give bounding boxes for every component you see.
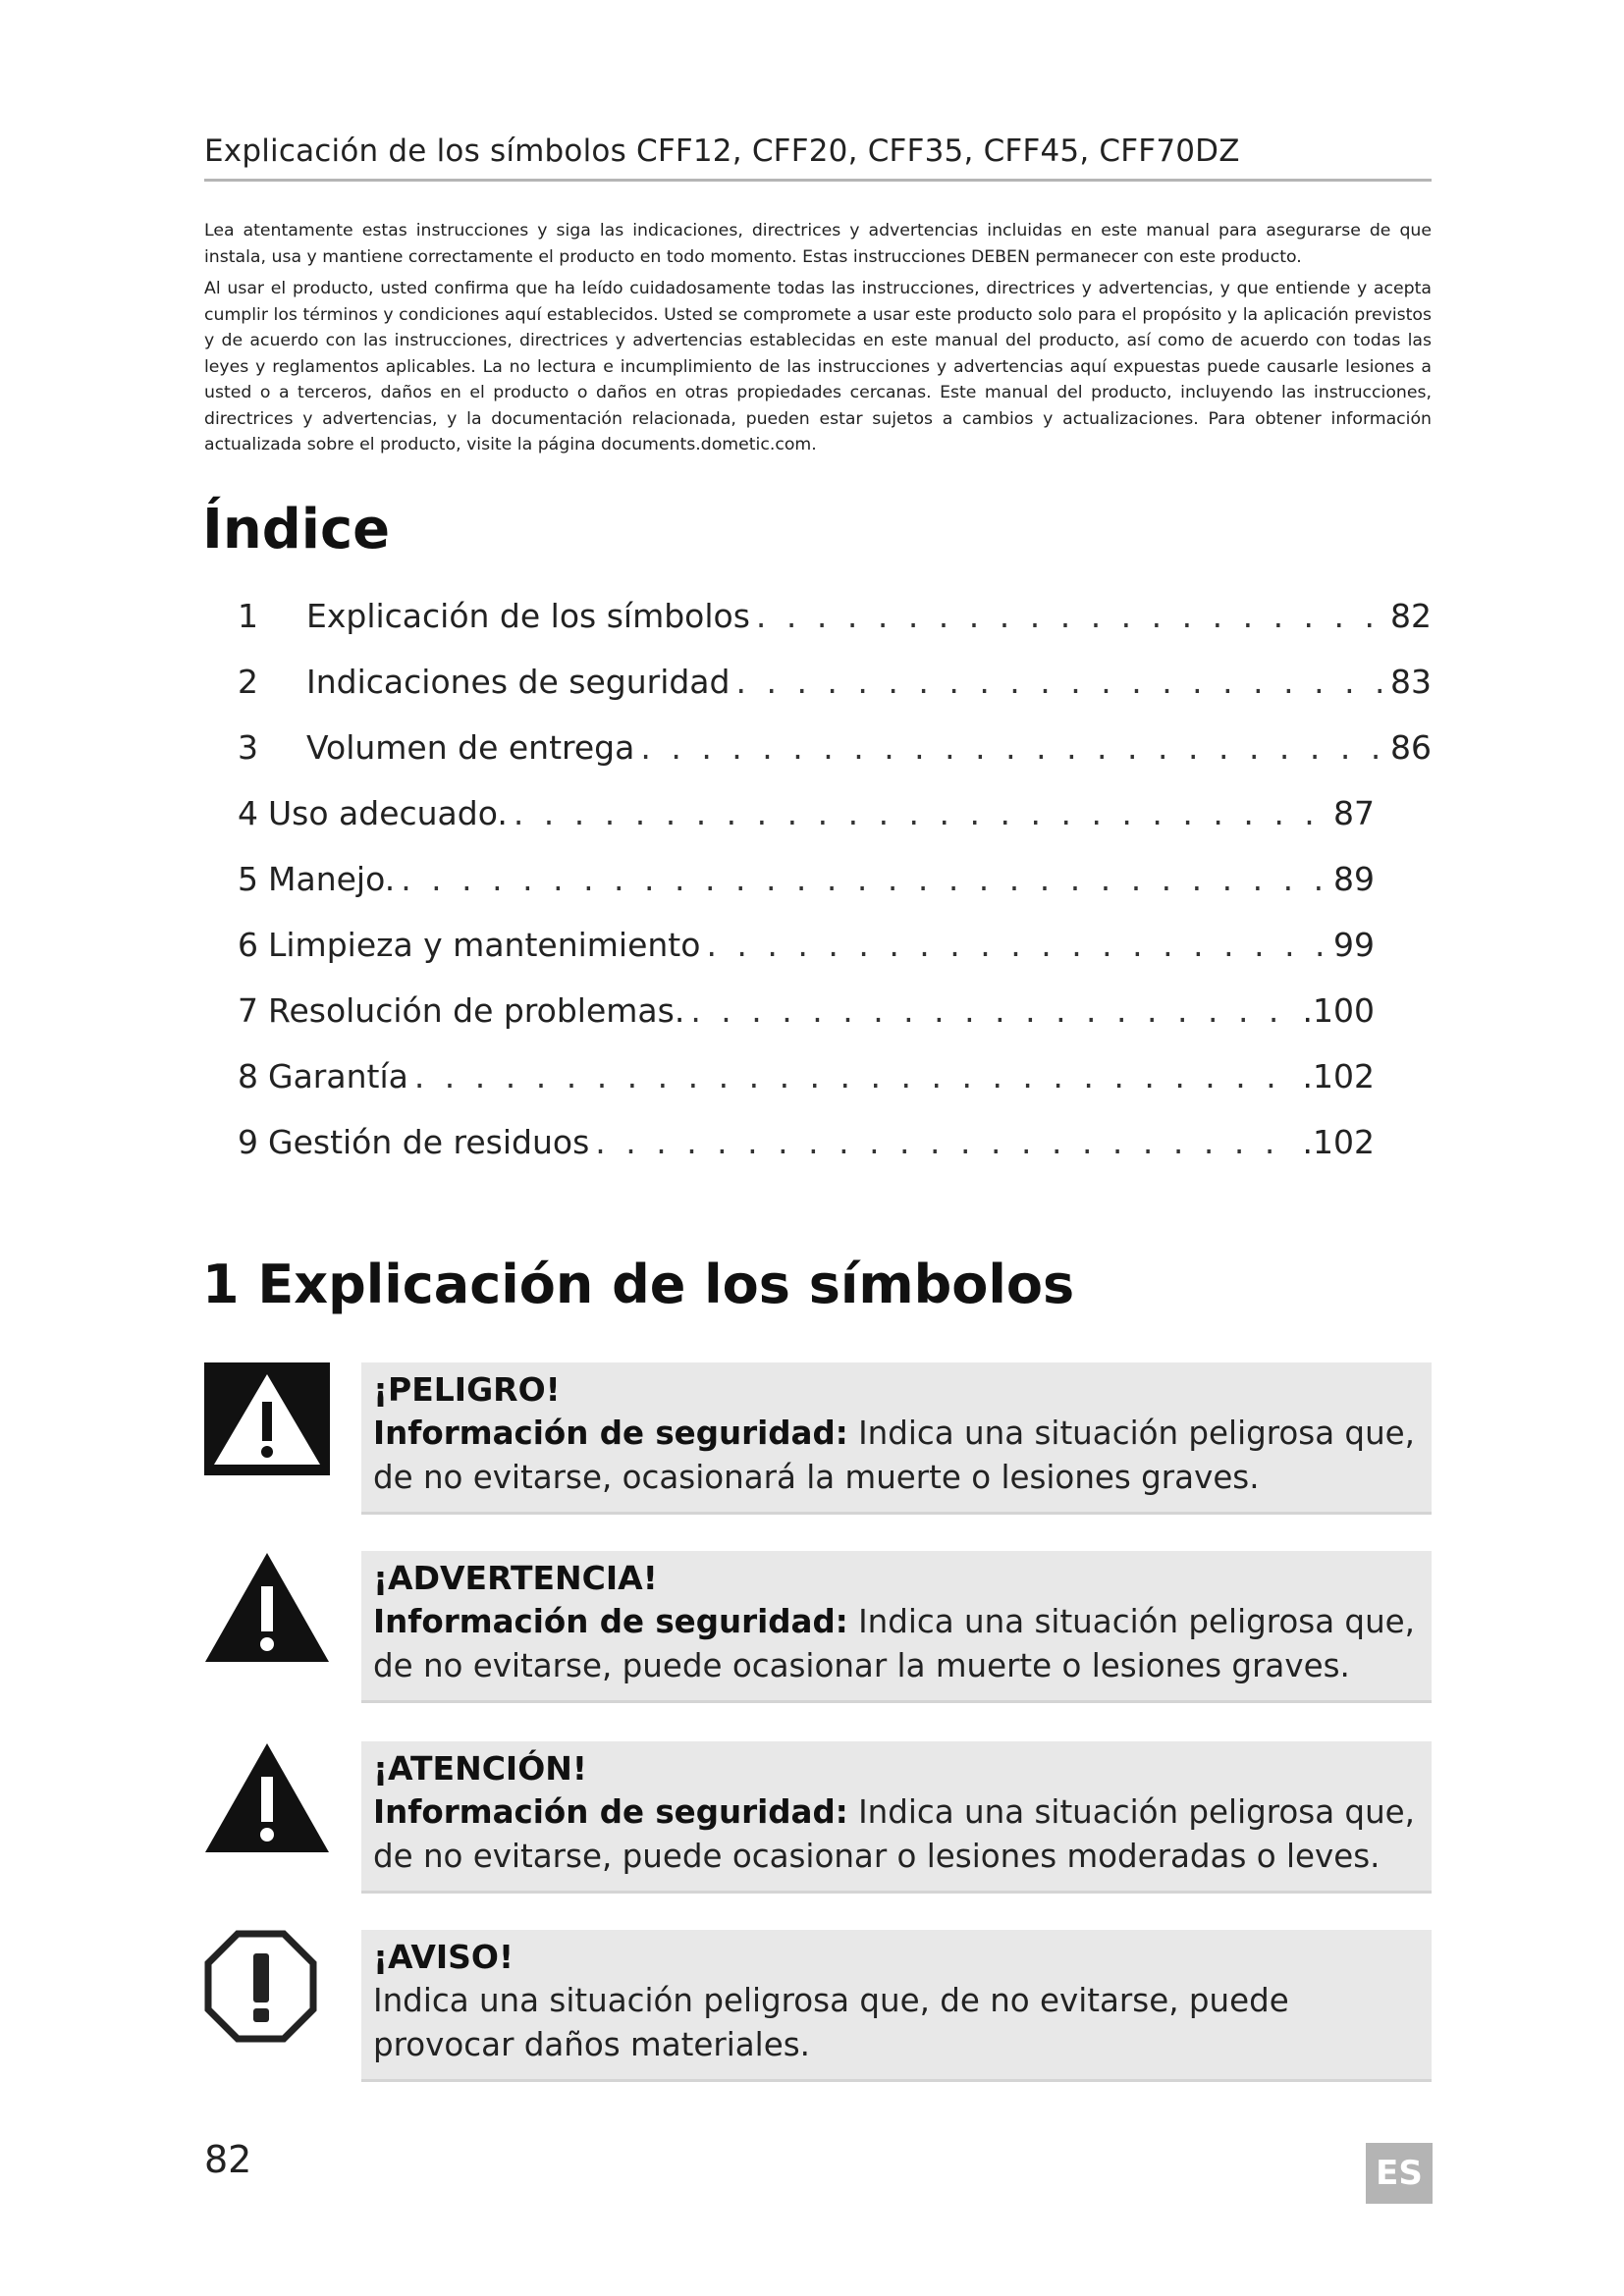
- toc-leader-dots: [640, 728, 1384, 767]
- toc-entry-number: 6: [238, 926, 258, 964]
- running-header: Explicación de los símbolos CFF12, CFF20, CFF35, CFF45, CFF70DZ: [204, 133, 1432, 182]
- intro-paragraph: Lea atentamente estas instrucciones y siga las indicaciones, directrices y advertencias incluidas en este manual para asegurarse de que instala, usa y mantiene correctamente el producto en todo momento. Estas instrucciones DEBEN permanecer con este producto.: [204, 221, 1432, 267]
- notice-lead: Información de seguridad:: [373, 1415, 848, 1452]
- toc-entry-label: Resolución de problemas.: [268, 991, 685, 1030]
- toc-entry[interactable]: [238, 663, 1432, 712]
- toc-entry[interactable]: [238, 926, 1375, 975]
- notice-warning: [204, 1551, 1432, 1703]
- notice-title: ¡PELIGRO!: [373, 1370, 561, 1409]
- notice-box: [361, 1362, 1432, 1515]
- toc-leader-dots: [595, 1123, 1296, 1161]
- notice-lead: Información de seguridad:: [373, 1603, 848, 1640]
- toc-entry[interactable]: [238, 597, 1432, 646]
- toc-leader-dots: [756, 597, 1384, 635]
- notice-box: [361, 1741, 1432, 1894]
- toc-entry-number: 3: [238, 728, 258, 767]
- toc-entry-label: Garantía: [268, 1057, 408, 1095]
- notice-notice: [204, 1930, 1432, 2082]
- danger-warning-square-icon: [204, 1362, 330, 1475]
- toc-entry[interactable]: [238, 860, 1375, 909]
- toc-entry-number: 5: [238, 860, 258, 898]
- toc-entry-number: 2: [238, 663, 258, 701]
- toc-leader-dots: [735, 663, 1384, 701]
- notice-text: [373, 1600, 1420, 1688]
- toc-entry-label: Volumen de entrega: [306, 728, 635, 767]
- notice-text: [373, 1412, 1420, 1500]
- toc-entry[interactable]: [238, 1123, 1375, 1172]
- toc-entry-page: 89: [1333, 860, 1375, 898]
- toc-entry-label: Indicaciones de seguridad: [306, 663, 731, 701]
- intro-text: [204, 218, 1432, 464]
- toc-entry-number: 9: [238, 1123, 258, 1161]
- notice-lead: Información de seguridad:: [373, 1793, 848, 1831]
- toc-entry-page: 99: [1333, 926, 1375, 964]
- notice-text: Indica una situación peligrosa que, de no evitarse, puede provocar daños materiales.: [373, 1982, 1289, 2063]
- toc-entry-page: .100: [1302, 991, 1375, 1030]
- notice-box: [361, 1551, 1432, 1703]
- notice-text: [373, 1790, 1420, 1879]
- toc-entry[interactable]: [238, 1057, 1375, 1106]
- caution-triangle-icon: [204, 1741, 330, 1854]
- toc-leader-dots: [690, 991, 1296, 1030]
- toc-entry-page: .102: [1302, 1057, 1375, 1095]
- intro-paragraph: Al usar el producto, usted confirma que ha leído cuidadosamente todas las instrucciones, directrices y advertencias, y que entiende y acepta cumplir los términos y condiciones aquí establecidos. Usted se compromete a usar este producto solo para el propósito y la aplicación previstos y de acuerdo con las instrucciones, directrices y advertencias establecidas en este manual del producto, así como de acuerdo con todas las leyes y reglamentos aplicables. La no lectura e incumplimiento de las instrucciones y advertencias aquí expuestas puede causarle lesiones a usted o a terceros, daños en el producto o daños en otras propiedades cercanas. Este manual del producto, incluyendo las instrucciones, directrices y advertencias, y la documentación relacionada, pueden estar sujetos a cambios y actualizaciones. Para obtener información actualizada sobre el producto, visite la página documents.dometic.com.: [204, 279, 1432, 454]
- toc-leader-dots: [514, 794, 1327, 832]
- notice-title: ¡AVISO!: [373, 1938, 514, 1976]
- toc-leader-dots: [706, 926, 1327, 964]
- notice-body: Indica una situación peligrosa que, de no evitarse, puede ocasionar o lesiones moderadas o leves.: [373, 1793, 1415, 1875]
- toc-entry-page: 82: [1390, 597, 1432, 635]
- toc-entry-page: 83: [1390, 663, 1432, 701]
- notice-title: ¡ATENCIÓN!: [373, 1749, 587, 1788]
- section-title: 1 Explicación de los símbolos: [202, 1254, 1075, 1315]
- toc-entry[interactable]: [238, 794, 1375, 843]
- toc-title: Índice: [202, 498, 391, 561]
- toc-entry-page: 86: [1390, 728, 1432, 767]
- notice-danger: [204, 1362, 1432, 1515]
- toc-entry-page: .102: [1302, 1123, 1375, 1161]
- page-number: 82: [204, 2138, 252, 2181]
- toc-entry[interactable]: [238, 728, 1432, 777]
- toc-entry[interactable]: [238, 991, 1375, 1041]
- toc-entry-label: Explicación de los símbolos: [306, 597, 750, 635]
- toc-entry-label: Uso adecuado.: [268, 794, 508, 832]
- notice-body: Indica una situación peligrosa que, de no evitarse, puede ocasionar la muerte o lesiones graves.: [373, 1603, 1415, 1684]
- toc-entry-number: 4: [238, 794, 258, 832]
- toc-leader-dots: [401, 860, 1327, 898]
- toc-entry-number: 1: [238, 597, 258, 635]
- toc-entry-page: 87: [1333, 794, 1375, 832]
- language-badge: ES: [1366, 2143, 1433, 2204]
- toc-entry-number: 7: [238, 991, 258, 1030]
- notice-title: ¡ADVERTENCIA!: [373, 1559, 658, 1597]
- toc-leader-dots: [414, 1057, 1297, 1095]
- notice-box: [361, 1930, 1432, 2082]
- notice-octagon-icon: [204, 1930, 317, 2043]
- warning-triangle-icon: [204, 1551, 330, 1664]
- notice-body: Indica una situación peligrosa que, de no evitarse, ocasionará la muerte o lesiones graves.: [373, 1415, 1415, 1496]
- toc-entry-label: Manejo.: [268, 860, 396, 898]
- toc-entry-label: Limpieza y mantenimiento: [268, 926, 701, 964]
- notice-caution: [204, 1741, 1432, 1894]
- toc-entry-number: 8: [238, 1057, 258, 1095]
- toc-entry-label: Gestión de residuos: [268, 1123, 590, 1161]
